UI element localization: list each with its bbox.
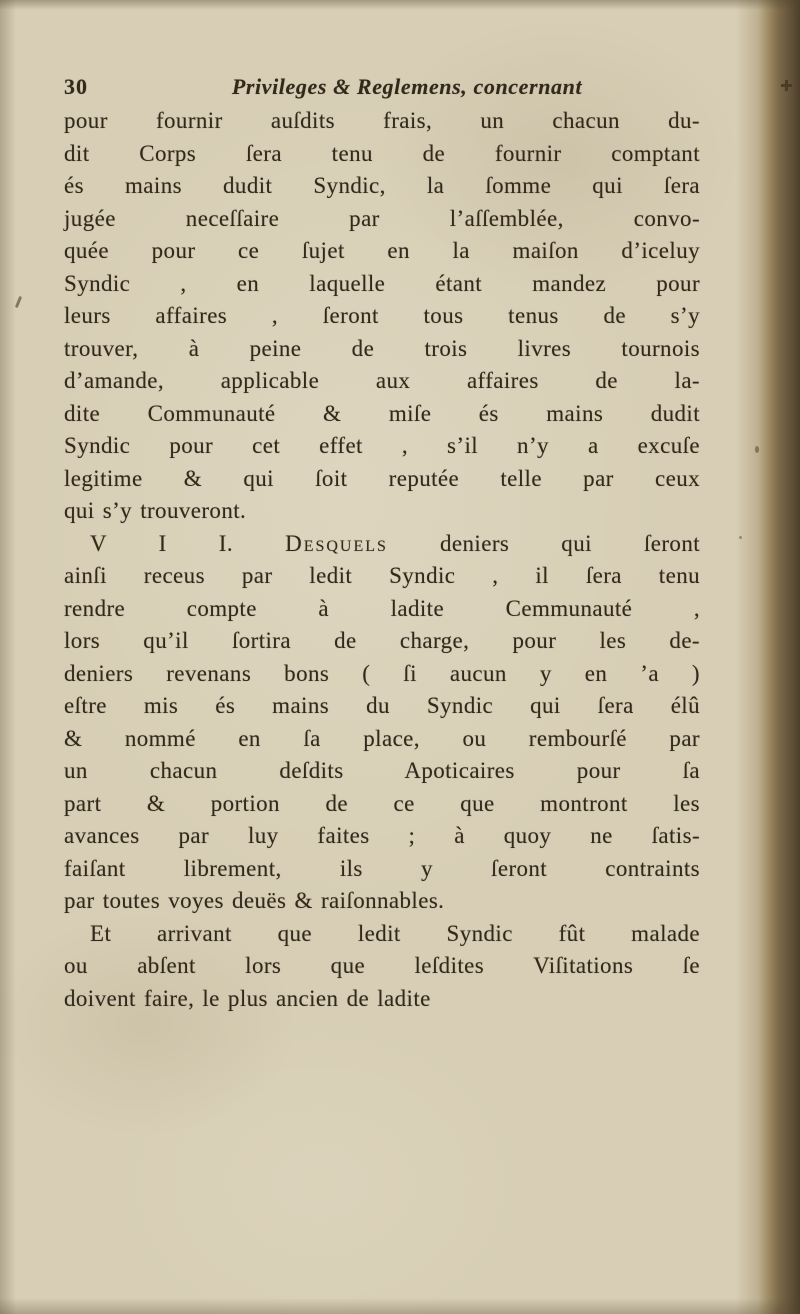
text-line: jugée neceſſaire par l’aſſemblée, convo- <box>64 205 700 231</box>
text-line: quée pour ce ſujet en la maiſon d’iceluy <box>64 238 700 263</box>
running-header <box>64 70 700 104</box>
edge-cross-mark <box>781 80 792 91</box>
text-line: avances par luy faites ; à quoy ne ſatis- <box>64 823 700 848</box>
text-line: par toutes voyes deuës & raiſonnables. <box>64 888 445 913</box>
section-number: V I I. <box>90 530 234 556</box>
text-line: Syndic pour cet effet , s’il n’y a excuſe <box>64 433 700 458</box>
paragraph <box>64 918 700 1016</box>
text-line: un chacun deſdits Apoticaires pour ſa <box>64 758 700 783</box>
body-text <box>64 105 700 1015</box>
section-keyword: Desquels <box>285 530 388 556</box>
text-line: ainſi receus par ledit Syndic , il ſera tenu <box>64 563 700 588</box>
text-line: trouver, à peine de trois livres tournois <box>64 335 700 361</box>
text-block <box>64 70 700 1015</box>
text-line: lors qu’il ſortira de charge, pour les de- <box>64 628 700 653</box>
text-line: qui s’y trouveront. <box>64 498 247 523</box>
header-title: Privileges & Reglemens, concernant <box>231 74 583 99</box>
text-line: deniers revenans bons ( ſi aucun y en ’a ) <box>64 660 700 686</box>
text-line <box>64 528 700 561</box>
text-line: rendre compte à ladite Cemmunauté , <box>64 595 700 621</box>
text-line: dit Corps ſera tenu de fournir comptant <box>64 140 700 166</box>
text-line: pour fournir auſdits frais, un chacun du- <box>64 108 700 133</box>
text-line: faiſant librement, ils y ſeront contraints <box>64 855 700 881</box>
text-line: doivent faire, le plus ancien de ladite <box>64 985 431 1011</box>
ink-speck <box>15 296 22 308</box>
page-number: 30 <box>64 74 88 99</box>
text-line: part & portion de ce que montront les <box>64 790 700 816</box>
ink-speck <box>755 446 759 453</box>
text-line: leurs affaires , ſeront tous tenus de s’y <box>64 303 700 328</box>
paragraph <box>64 105 700 528</box>
text-line: és mains dudit Syndic, la ſomme qui ſera <box>64 173 700 198</box>
paragraph <box>64 528 700 918</box>
ink-speck <box>739 536 742 539</box>
text-line: eſtre mis és mains du Syndic qui ſera élû <box>64 693 700 718</box>
text-line: & nommé en ſa place, ou rembourſé par <box>64 725 700 751</box>
text-line: legitime & qui ſoit reputée telle par ceux <box>64 465 700 491</box>
text-line: dite Communauté & miſe és mains dudit <box>64 400 700 426</box>
text-line: d’amande, applicable aux affaires de la- <box>64 368 700 393</box>
text-line: Syndic , en laquelle étant mandez pour <box>64 270 700 296</box>
text-line: Et arrivant que ledit Syndic fût malade <box>90 920 700 946</box>
text-line-rest: deniers qui ſeront <box>440 530 701 556</box>
text-line: ou abſent lors que leſdites Viſitations ſe <box>64 953 700 978</box>
